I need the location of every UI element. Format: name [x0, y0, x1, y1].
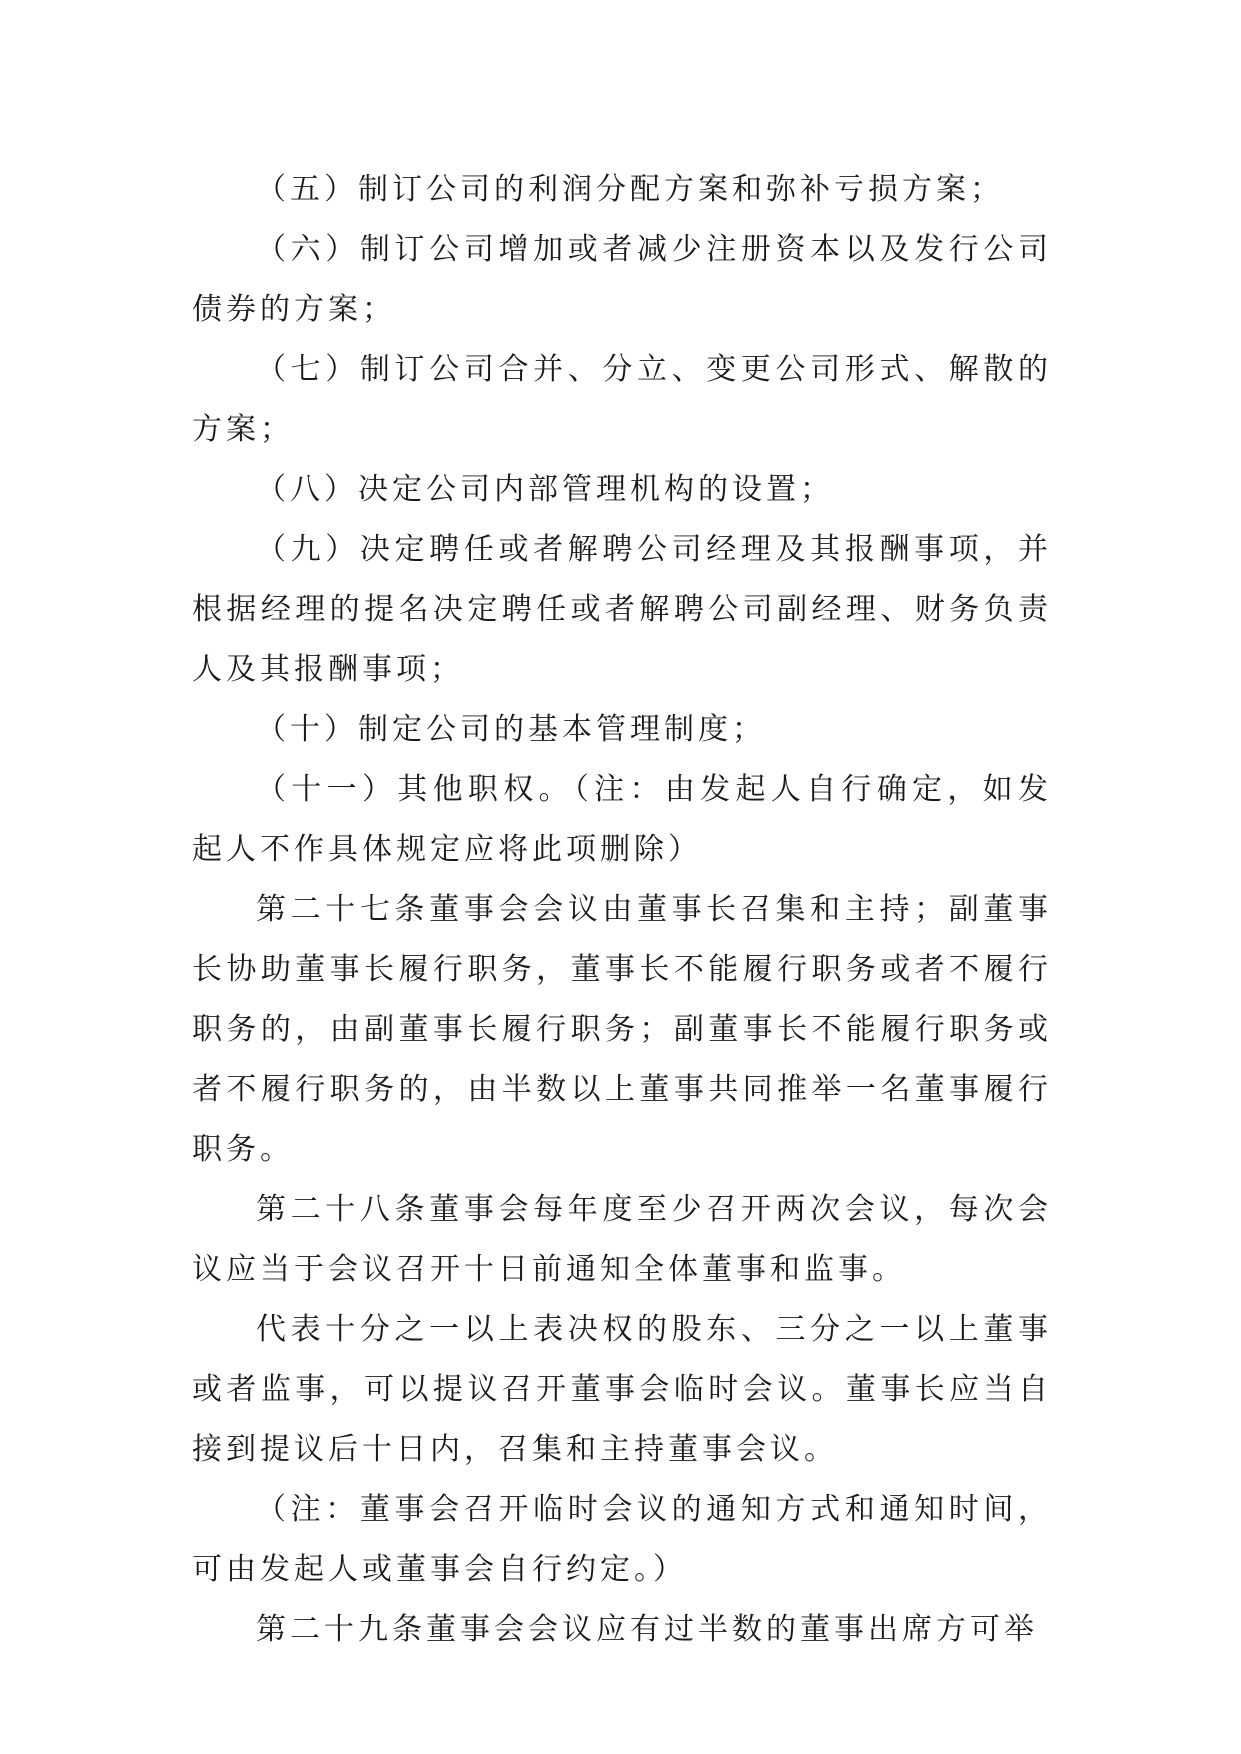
article-28-clause-2: 代表十分之一以上表决权的股东、三分之一以上董事或者监事，可以提议召开董事会临时会议。董事长应当自接到提议后十日内，召集和主持董事会议。	[192, 1312, 1052, 1467]
article-28: 第二十八条董事会每年度至少召开两次会议，每次会议应当于会议召开十日前通知全体董事和监事。	[192, 1192, 1052, 1287]
article-27: 第二十七条董事会会议由董事长召集和主持；副董事长协助董事长履行职务，董事长不能履行职务或者不履行职务的，由副董事长履行职务；副董事长不能履行职务或者不履行职务的，由半数以上董事共同推举一名董事履行职务。	[192, 892, 1052, 1167]
paragraph-item-10: （十）制定公司的基本管理制度；	[256, 712, 766, 747]
document-body	[192, 160, 1052, 1660]
paragraph-item-8: （八）决定公司内部管理机构的设置；	[256, 472, 834, 507]
paragraph-item-6: （六）制订公司增加或者减少注册资本以及发行公司债券的方案；	[192, 232, 1052, 327]
paragraph-item-11: （十一）其他职权。（注：由发起人自行确定，如发起人不作具体规定应将此项删除）	[192, 772, 1052, 867]
paragraph-item-5: （五）制订公司的利润分配方案和弥补亏损方案；	[256, 172, 1004, 207]
paragraph-item-7: （七）制订公司合并、分立、变更公司形式、解散的方案；	[192, 352, 1052, 447]
paragraph-item-9: （九）决定聘任或者解聘公司经理及其报酬事项，并根据经理的提名决定聘任或者解聘公司副经理、财务负责人及其报酬事项；	[192, 532, 1052, 687]
article-29: 第二十九条董事会会议应有过半数的董事出席方可举	[256, 1612, 1038, 1647]
article-28-note: （注：董事会召开临时会议的通知方式和通知时间，可由发起人或董事会自行约定。）	[192, 1492, 1052, 1587]
